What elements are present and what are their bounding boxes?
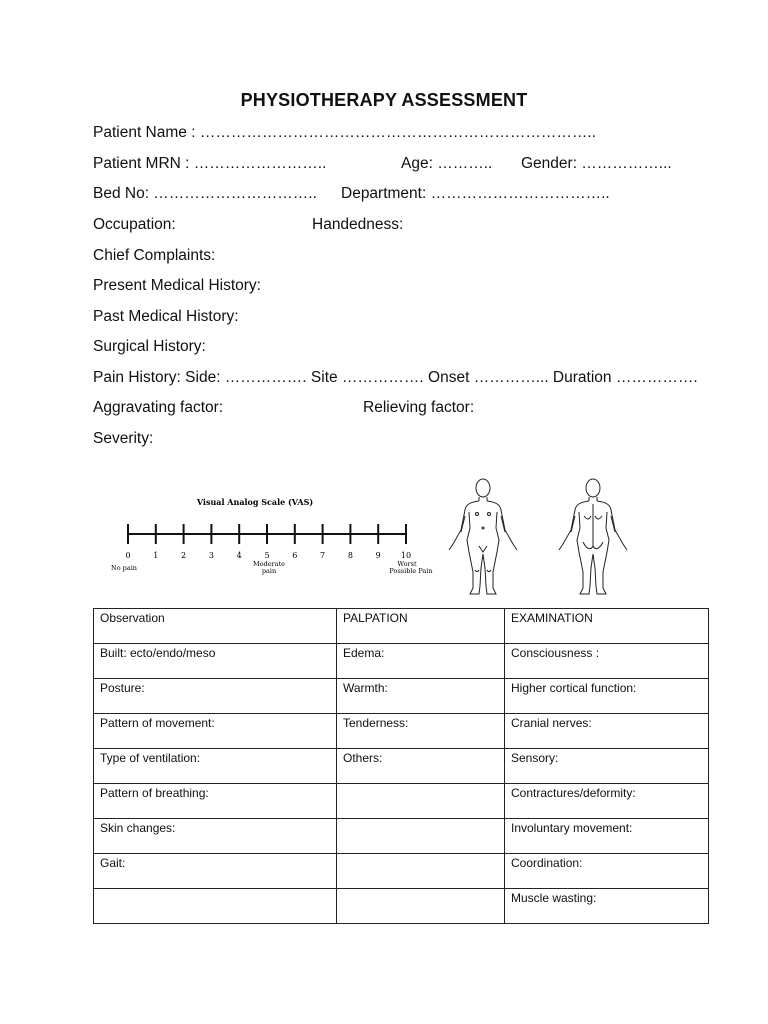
table-cell[interactable]: Consciousness : (505, 644, 709, 679)
table-cell[interactable] (337, 889, 505, 924)
table-cell[interactable]: Cranial nerves: (505, 714, 709, 749)
vas-tick-label: 8 (347, 551, 353, 560)
past-medical-history-field[interactable]: Past Medical History: (93, 308, 239, 325)
table-row (94, 749, 709, 784)
table-cell[interactable]: Posture: (94, 679, 337, 714)
gender-field[interactable]: Gender: ……………... (521, 155, 672, 172)
table-cell[interactable] (94, 889, 337, 924)
table-cell[interactable]: Others: (337, 749, 505, 784)
table-cell[interactable]: Edema: (337, 644, 505, 679)
table-row (94, 714, 709, 749)
department-field[interactable]: Department: …………………………….. (341, 185, 610, 202)
pain-history-field[interactable]: Pain History: Side: ……………. Site ……………. Onset …………... Duration ……………. (93, 369, 698, 386)
body-chart-back-icon (553, 476, 633, 600)
vas-tick-label: 5 (264, 551, 270, 560)
assessment-table (93, 608, 709, 924)
table-row (94, 784, 709, 819)
vas-label-possible-pain: Possible Pain (389, 567, 433, 575)
table-cell[interactable]: Pattern of breathing: (94, 784, 337, 819)
vas-label-pain: pain (261, 567, 277, 575)
vas-label-moderate: Moderate (252, 560, 286, 568)
table-row (94, 679, 709, 714)
patient-name-field[interactable]: Patient Name : ………………………………………………………………….. (93, 124, 596, 141)
table-cell[interactable]: Contractures/deformity: (505, 784, 709, 819)
patient-mrn-field[interactable]: Patient MRN : …………………….. (93, 155, 327, 172)
vas-tick-label: 6 (292, 551, 298, 560)
table-cell[interactable]: Gait: (94, 854, 337, 889)
table-cell[interactable]: Skin changes: (94, 819, 337, 854)
table-cell[interactable]: Involuntary movement: (505, 819, 709, 854)
table-cell[interactable] (337, 784, 505, 819)
vas-tick-label: 10 (400, 551, 412, 560)
table-row (94, 609, 709, 644)
vas-tick-label: 1 (153, 551, 159, 560)
age-field[interactable]: Age: ……….. (401, 155, 493, 172)
table-cell[interactable]: Observation (94, 609, 337, 644)
occupation-field[interactable]: Occupation: (93, 216, 176, 233)
table-cell[interactable]: Muscle wasting: (505, 889, 709, 924)
table-cell[interactable]: Type of ventilation: (94, 749, 337, 784)
vas-label-no-pain: No pain (111, 564, 137, 572)
chief-complaints-field[interactable]: Chief Complaints: (93, 247, 216, 264)
page-title: PHYSIOTHERAPY ASSESSMENT (240, 90, 528, 110)
table-cell[interactable]: Tenderness: (337, 714, 505, 749)
table-cell[interactable] (337, 819, 505, 854)
surgical-history-field[interactable]: Surgical History: (93, 338, 206, 355)
vas-tick-label: 3 (208, 551, 214, 560)
vas-tick-label: 0 (125, 551, 131, 560)
vas-ticks (125, 524, 411, 560)
table-cell[interactable] (337, 854, 505, 889)
table-cell[interactable]: Built: ecto/endo/meso (94, 644, 337, 679)
present-medical-history-field[interactable]: Present Medical History: (93, 277, 261, 294)
table-cell[interactable]: Coordination: (505, 854, 709, 889)
table-row (94, 854, 709, 889)
vas-tick-label: 4 (236, 551, 242, 560)
table-row (94, 644, 709, 679)
table-row (94, 889, 709, 924)
severity-field[interactable]: Severity: (93, 430, 154, 447)
table-cell[interactable]: EXAMINATION (505, 609, 709, 644)
table-cell[interactable]: Sensory: (505, 749, 709, 784)
table-row (94, 819, 709, 854)
visual-analog-scale (93, 476, 433, 598)
vas-label-worst: Worst (397, 560, 417, 568)
body-chart-front-icon (443, 476, 523, 600)
bed-no-field[interactable]: Bed No: ………………………….. (93, 185, 317, 202)
vas-tick-label: 7 (320, 551, 326, 560)
table-cell[interactable]: Pattern of movement: (94, 714, 337, 749)
vas-tick-label: 9 (375, 551, 381, 560)
vas-title: Visual Analog Scale (VAS) (196, 497, 314, 507)
table-cell[interactable]: Higher cortical function: (505, 679, 709, 714)
table-cell[interactable]: Warmth: (337, 679, 505, 714)
vas-tick-label: 2 (181, 551, 187, 560)
relieving-factor-field[interactable]: Relieving factor: (363, 399, 475, 416)
table-cell[interactable]: PALPATION (337, 609, 505, 644)
handedness-field[interactable]: Handedness: (312, 216, 404, 233)
aggravating-factor-field[interactable]: Aggravating factor: (93, 399, 224, 416)
